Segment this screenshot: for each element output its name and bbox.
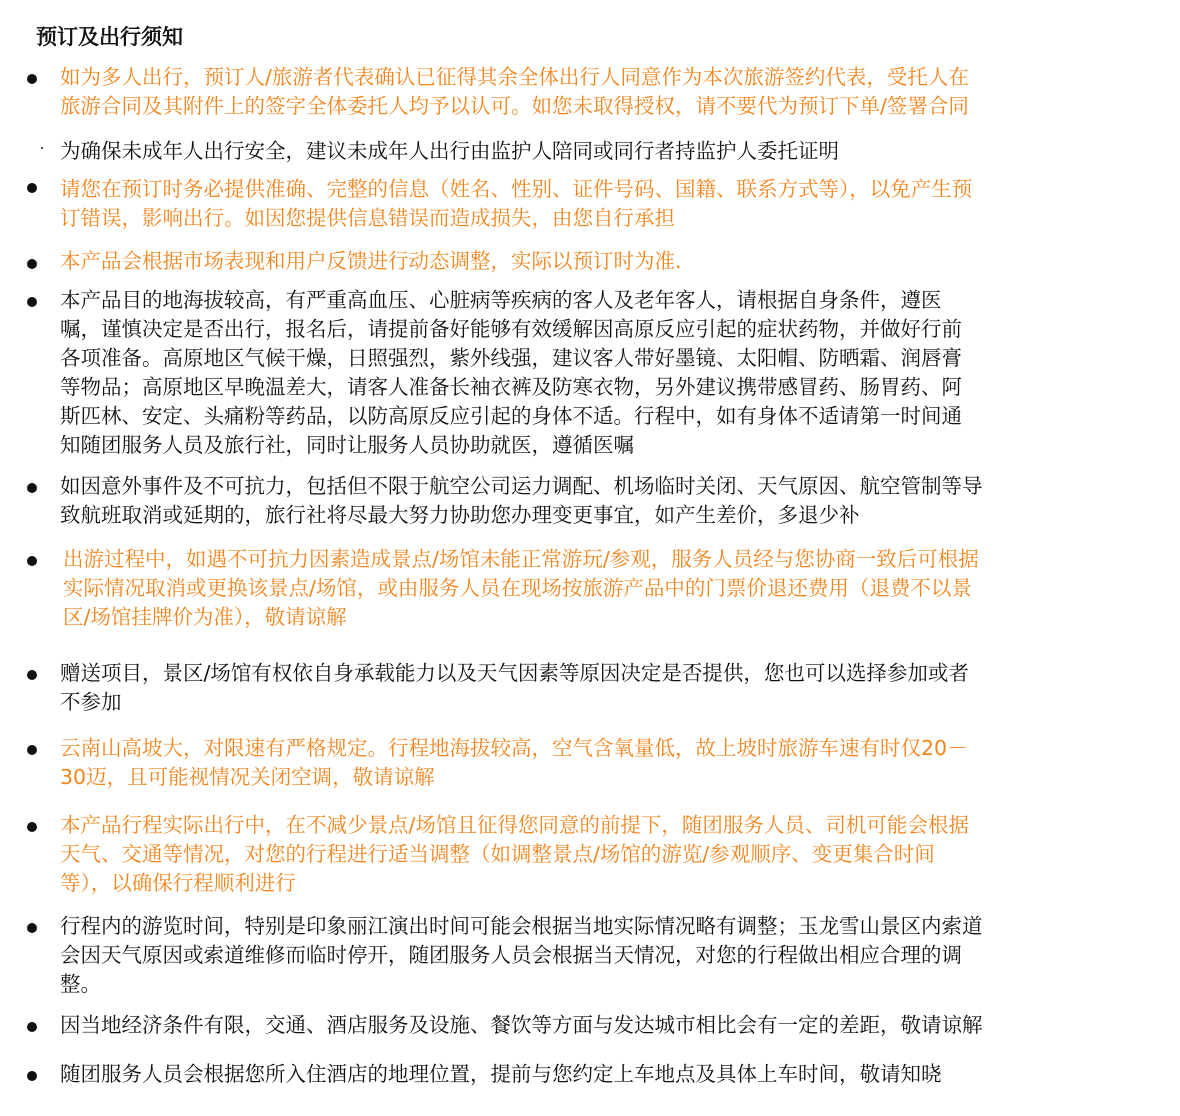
notice-text: 如为多人出行，预订人/旅游者代表确认已征得其余全体出行人同意作为本次旅游签约代表，受托人在 旅游合同及其附件上的签字全体委托人均予以认可。如您未取得授权，请不要代为预订下单/签署合同: [60, 65, 969, 118]
notice-text: 行程内的游览时间，特别是印象丽江演出时间可能会根据当地实际情况略有调整；玉龙雪山景区内索道 会因天气原因或索道维修而临时停开，随团服务人员会根据当天情况，对您的行程做出相应合理的调 整。: [60, 914, 983, 996]
notice-text: 为确保未成年人出行安全，建议未成年人出行由监护人陪同或同行者持监护人委托证明: [60, 139, 839, 163]
bullet-icon: [27, 923, 37, 933]
notice-text: 本产品目的地海拔较高，有严重高血压、心脏病等疾病的客人及老年客人，请根据自身条件，遵医 嘱，谨慎决定是否出行，报名后，请提前备好能够有效缓解因高原反应引起的症状药物，并做好行前 各项准备。高原地区气候干燥，日照强烈，紫外线强，建议客人带好墨镜、太阳帽、防晒霜、润唇膏 等物品；高原地区早晚温差大，请客人准备长袖衣裤及防寒衣物，另外建议携带感冒药、肠胃药、阿 斯匹林、安定、头痛粉等药品，以防高原反应引起的身体不适。行程中，如有身体不适请第一时间通 知随团服务人员及旅行社，同时让服务人员协助就医，遵循医嘱: [60, 288, 962, 457]
notice-text: 因当地经济条件有限，交通、酒店服务及设施、餐饮等方面与发达城市相比会有一定的差距，敬请谅解: [60, 1013, 983, 1037]
notice-text: 云南山高坡大，对限速有严格规定。行程地海拔较高，空气含氧量低，故上坡时旅游车速有时仅20－ 30迈，且可能视情况关闭空调，敬请谅解: [60, 736, 968, 789]
bullet-icon: [27, 297, 37, 307]
bullet-icon: [27, 1022, 37, 1032]
notice-text: 本产品行程实际出行中，在不减少景点/场馆且征得您同意的前提下，随团服务人员、司机可能会根据 天气、交通等情况，对您的行程进行适当调整（如调整景点/场馆的游览/参观顺序、变更集合时间 等），以确保行程顺利进行: [60, 813, 969, 895]
bullet-icon: [27, 1071, 37, 1081]
bullet-icon: [27, 556, 37, 566]
bullet-icon: [27, 74, 37, 84]
bullet-icon: [27, 483, 37, 493]
notice-text: 请您在预订时务必提供准确、完整的信息（姓名、性别、证件号码、国籍、联系方式等），以免产生预 订错误，影响出行。如因您提供信息错误而造成损失，由您自行承担: [60, 177, 973, 230]
notice-text: 赠送项目，景区/场馆有权依自身承载能力以及天气因素等原因决定是否提供，您也可以选择参加或者 不参加: [60, 661, 969, 714]
notice-text: 出游过程中，如遇不可抗力因素造成景点/场馆未能正常游玩/参观，服务人员经与您协商一致后可根据 实际情况取消或更换该景点/场馆，或由服务人员在现场按旅游产品中的门票价退还费用（退费不以景 区/场馆挂牌价为准），敬请谅解: [63, 547, 979, 629]
notice-text: 如因意外事件及不可抗力，包括但不限于航空公司运力调配、机场临时关闭、天气原因、航空管制等导 致航班取消或延期的，旅行社将尽最大努力协助您办理变更事宜，如产生差价，多退少补: [60, 474, 983, 527]
bullet-icon: [27, 259, 37, 269]
bullet-icon: [27, 670, 37, 680]
notice-text: 随团服务人员会根据您所入住酒店的地理位置，提前与您约定上车地点及具体上车时间，敬请知晓: [60, 1062, 942, 1086]
bullet-icon: [27, 822, 37, 832]
page-title: 预订及出行须知: [36, 25, 183, 49]
bullet-icon: [27, 745, 37, 755]
bullet-icon: [41, 147, 43, 149]
bullet-icon: [27, 183, 37, 193]
notice-text: 本产品会根据市场表现和用户反馈进行动态调整，实际以预订时为准.: [60, 249, 682, 273]
